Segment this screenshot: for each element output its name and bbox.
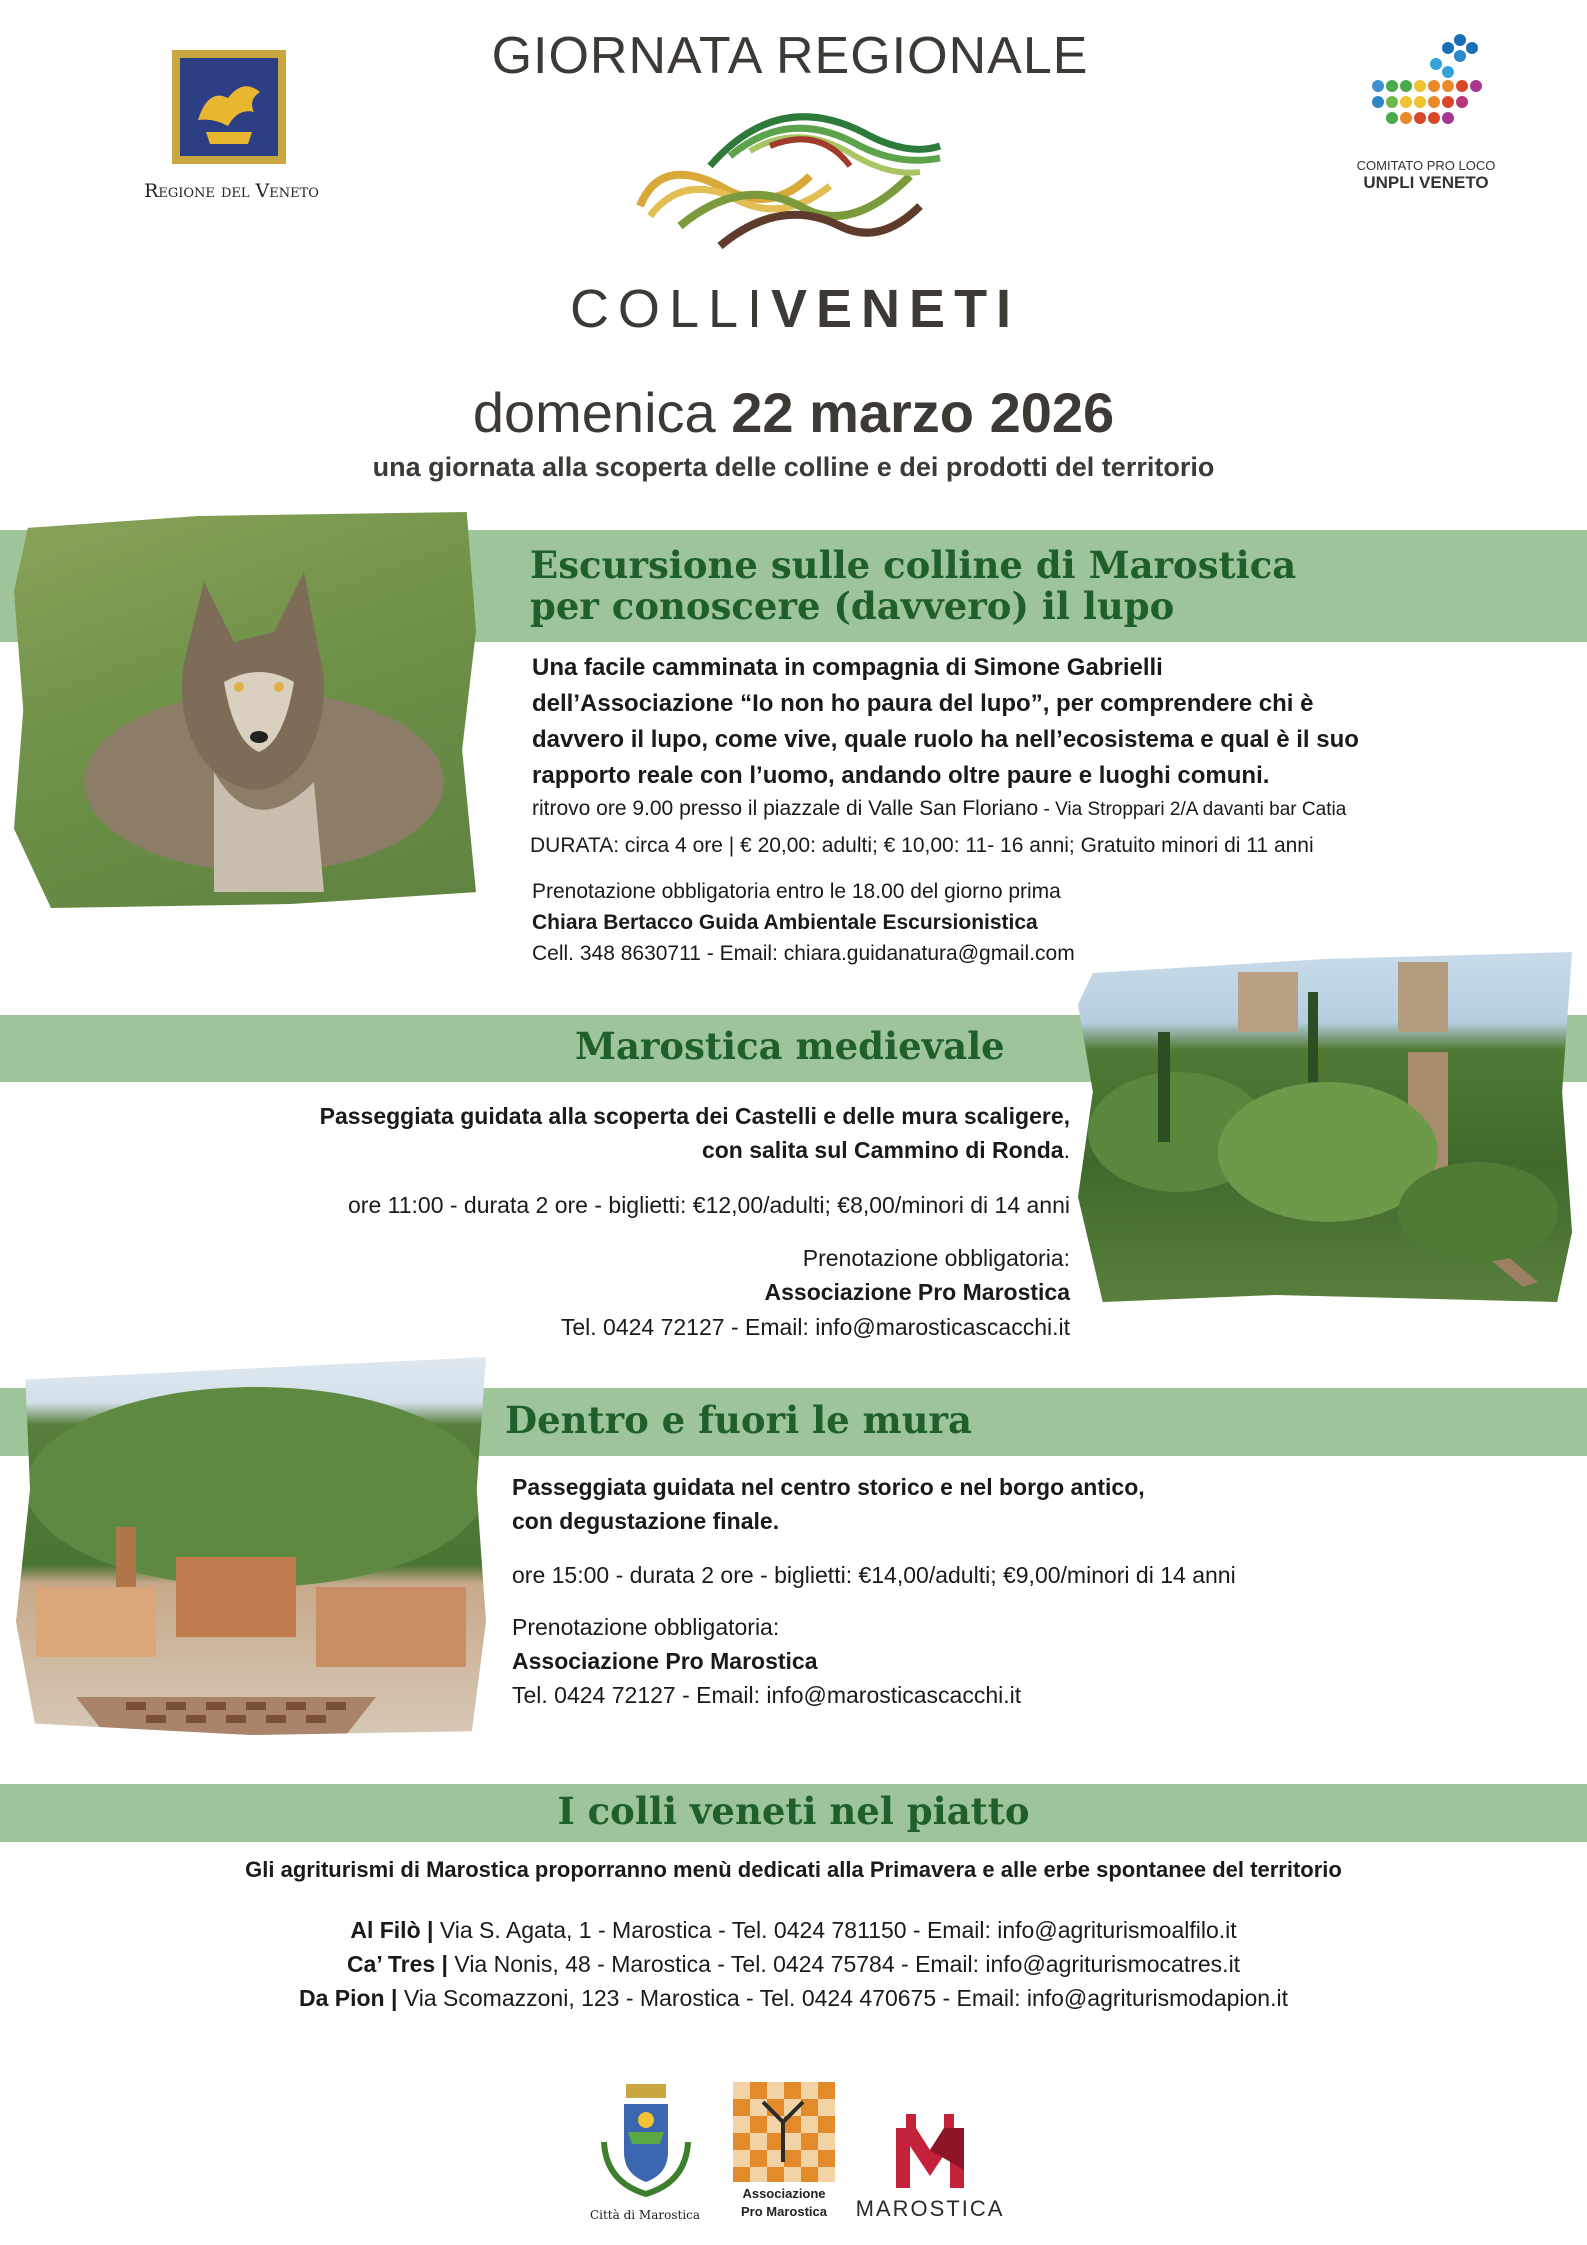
section1-meeting: ritrovo ore 9.00 presso il piazzale di Valle San Floriano — [532, 797, 1039, 820]
unpli-veneto-logo — [1360, 28, 1490, 156]
section1-meeting-address: - Via Stroppari 2/A davanti bar Catia — [1038, 799, 1347, 820]
brand-wordmark-bold: VENETI — [771, 279, 1021, 339]
section2-org: Associazione Pro Marostica — [764, 1279, 1070, 1305]
agriturismo-name: Da Pion | — [298, 1985, 398, 2011]
section1-desc-line: Una facile camminata in compagnia di Simone Gabrielli — [532, 654, 1163, 681]
agriturismo-name: Ca’ Tres | — [346, 1951, 448, 1977]
agriturismo-info: Via Scomazzoni, 123 - Marostica - Tel. 0424 470675 - Email: info@agriturismodapion.it — [397, 1985, 1288, 2011]
section1-desc-line: davvero il lupo, come vive, quale ruolo ha nell’ecosistema e qual è il suo — [532, 726, 1359, 753]
agriturismo-name: Al Filò | — [350, 1917, 434, 1943]
section2-contact: Tel. 0424 72127 - Email: info@marosticascacchi.it — [560, 1314, 1070, 1340]
section1-booking: Prenotazione obbligatoria entro le 18.00 del giorno prima — [532, 880, 1061, 903]
section2-booking: Prenotazione obbligatoria: — [802, 1245, 1070, 1271]
section3-booking: Prenotazione obbligatoria: — [512, 1614, 780, 1640]
section2-desc-line2-wrap — [170, 1137, 1070, 1164]
section3-contact: Tel. 0424 72127 - Email: info@marosticascacchi.it — [512, 1682, 1022, 1708]
brand-wordmark-light: COLLI — [569, 279, 772, 339]
wolf-photo — [14, 512, 476, 908]
event-subtitle: una giornata alla scoperta delle colline e dei prodotti del territorio — [372, 452, 1215, 482]
brand-wordmark — [520, 278, 1070, 340]
section3-desc-line2: con degustazione finale. — [512, 1508, 780, 1534]
section1-duration: DURATA: circa 4 ore | € 20,00: adulti; € 10,00: 11- 16 anni; Gratuito minori di 11 anni — [530, 834, 1314, 857]
regione-veneto-logo — [168, 48, 290, 168]
section4-intro: Gli agriturismi di Marostica proporranno menù dedicati alla Primavera e alle erbe spontanee del territorio — [245, 1857, 1342, 1882]
section1-description — [532, 650, 1572, 794]
event-date-prefix: domenica — [472, 381, 716, 444]
pro-marostica-logo — [733, 2082, 835, 2182]
section4-title: I colli veneti nel piatto — [557, 1789, 1030, 1833]
section2-schedule: ore 11:00 - durata 2 ore - biglietti: €12,00/adulti; €8,00/minori di 14 anni — [348, 1192, 1070, 1218]
section1-desc-line: dell’Associazione “Io non ho paura del lupo”, per comprendere chi è — [532, 690, 1314, 717]
section3-org: Associazione Pro Marostica — [512, 1648, 818, 1674]
list-item — [0, 1947, 1587, 1981]
list-item — [0, 1981, 1587, 2015]
section2-desc-line2: con salita sul Cammino di Ronda — [701, 1137, 1064, 1163]
pro-marostica-caption-line1: Associazione — [742, 2186, 826, 2201]
agriturismi-list — [0, 1913, 1587, 2015]
section2-title: Marostica medievale — [575, 1024, 1005, 1068]
event-date-value: 22 marzo 2026 — [731, 381, 1115, 444]
regione-veneto-caption: Regione del Veneto — [144, 180, 319, 202]
section2-desc-line2-end: . — [1063, 1137, 1070, 1163]
section1-contact: Cell. 348 8630711 - Email: chiara.guidanatura@gmail.com — [532, 942, 1075, 965]
list-item — [0, 1913, 1587, 1947]
unpli-caption-line2: UNPLI VENETO — [1363, 173, 1489, 192]
agriturismo-info: Via S. Agata, 1 - Marostica - Tel. 0424 781150 - Email: info@agriturismoalfilo.it — [433, 1917, 1237, 1943]
marostica-castle-photo — [1078, 952, 1572, 1302]
event-title: GIORNATA REGIONALE — [491, 27, 1089, 85]
colli-veneti-logo-mark — [620, 96, 970, 266]
citta-marostica-crest — [596, 2082, 696, 2202]
section1-title-line2: per conoscere (davvero) il lupo — [530, 584, 1175, 628]
section1-guide: Chiara Bertacco Guida Ambientale Escursionistica — [532, 911, 1038, 934]
section3-title: Dentro e fuori le mura — [505, 1398, 973, 1442]
section3-desc-line1: Passeggiata guidata nel centro storico e nel borgo antico, — [512, 1474, 1145, 1500]
unpli-caption-line1: COMITATO PRO LOCO — [1356, 158, 1496, 173]
marostica-piazza-photo — [16, 1357, 486, 1735]
event-date — [300, 380, 1287, 445]
citta-marostica-caption: Città di Marostica — [589, 2208, 701, 2222]
section1-desc-line: rapporto reale con l’uomo, andando oltre paure e luoghi comuni. — [532, 762, 1270, 789]
section1-title-line1: Escursione sulle colline di Marostica — [530, 543, 1297, 587]
marostica-brand-caption: MAROSTICA — [855, 2196, 1005, 2221]
marostica-brand-logo — [892, 2110, 968, 2190]
pro-marostica-caption-line2: Pro Marostica — [741, 2204, 827, 2219]
section1-meeting-point — [532, 797, 1346, 821]
agriturismo-info: Via Nonis, 48 - Marostica - Tel. 0424 75784 - Email: info@agriturismocatres.it — [448, 1951, 1241, 1977]
section3-schedule: ore 15:00 - durata 2 ore - biglietti: €14,00/adulti; €9,00/minori di 14 anni — [512, 1562, 1236, 1588]
section2-desc-line1: Passeggiata guidata alla scoperta dei Castelli e delle mura scaligere, — [319, 1103, 1070, 1129]
